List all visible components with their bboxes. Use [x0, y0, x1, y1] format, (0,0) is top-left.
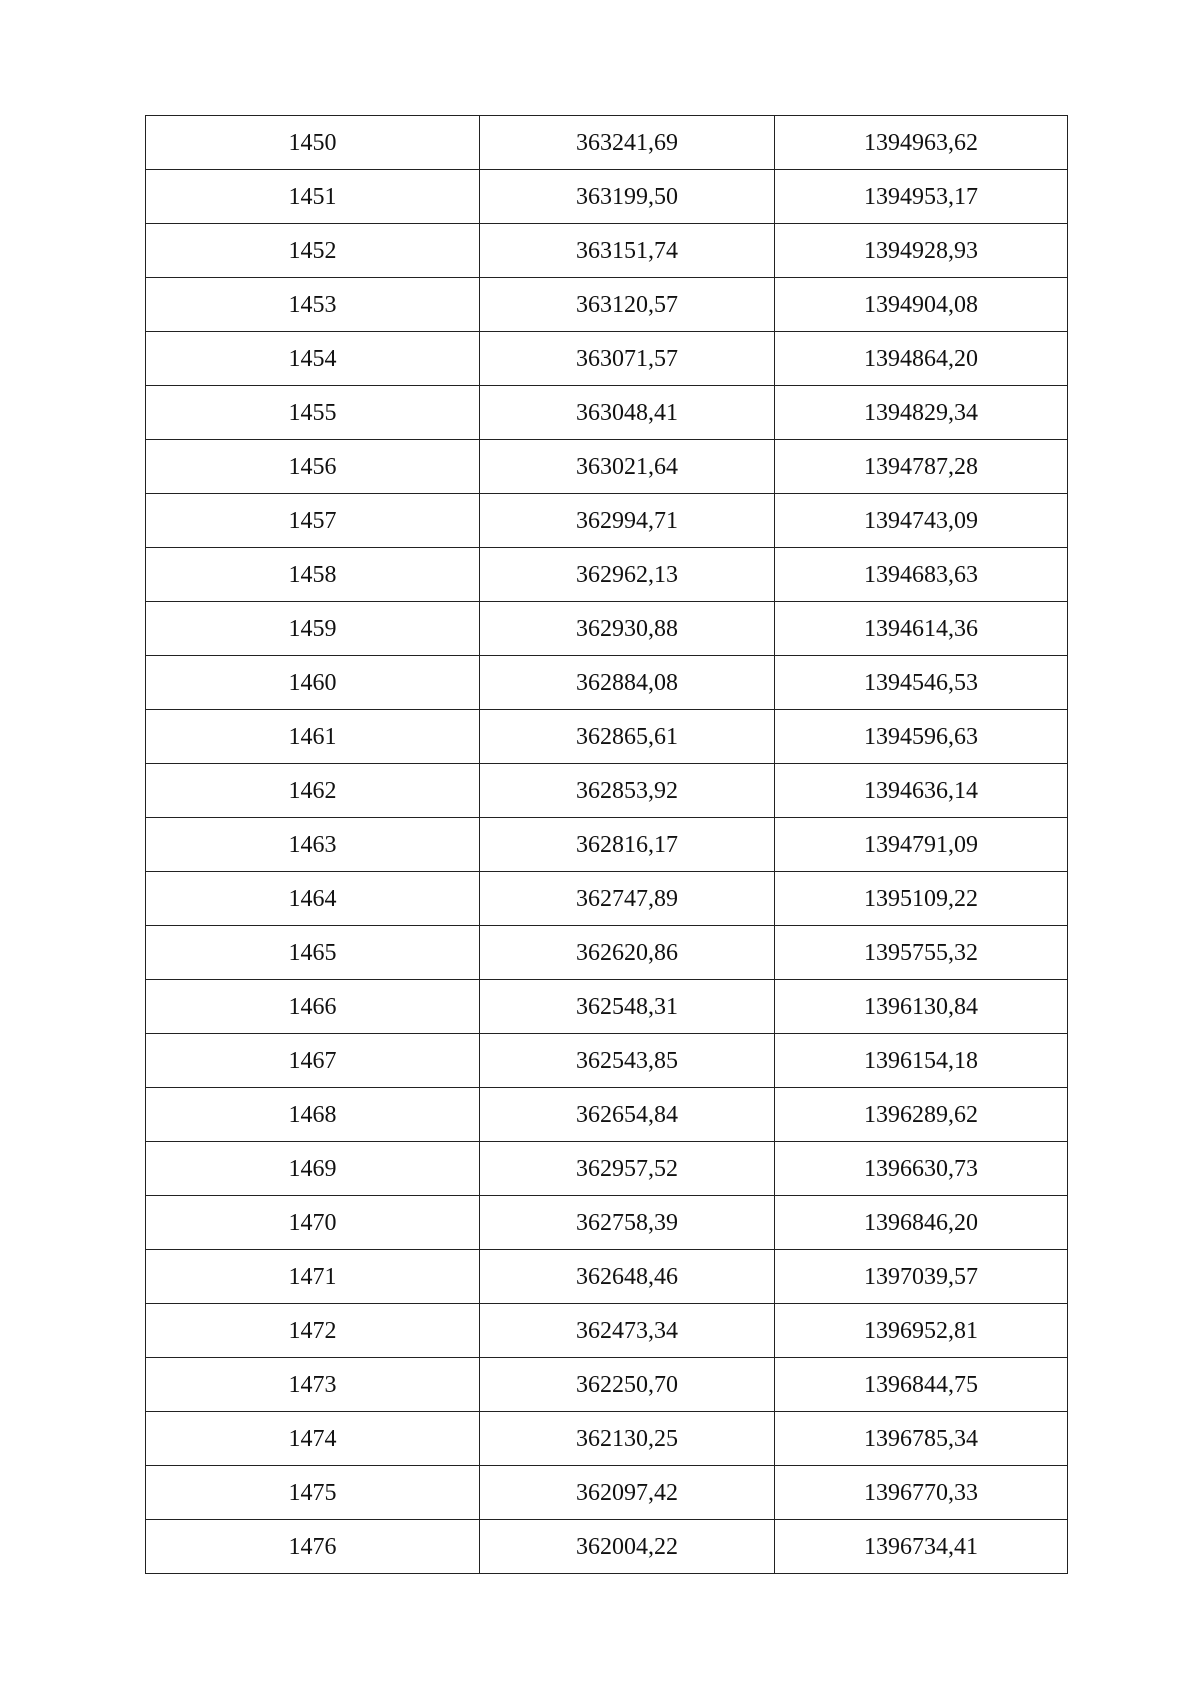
x-coordinate-cell: 362004,22 [480, 1520, 775, 1574]
y-coordinate-cell: 1396952,81 [775, 1304, 1068, 1358]
table-row [146, 1034, 1068, 1088]
y-coordinate-cell: 1396289,62 [775, 1088, 1068, 1142]
x-coordinate-cell: 362884,08 [480, 656, 775, 710]
point-number-cell: 1454 [146, 332, 480, 386]
point-number-cell: 1459 [146, 602, 480, 656]
table-row [146, 1142, 1068, 1196]
point-number-cell: 1464 [146, 872, 480, 926]
x-coordinate-cell: 363048,41 [480, 386, 775, 440]
point-number-cell: 1473 [146, 1358, 480, 1412]
x-coordinate-cell: 362548,31 [480, 980, 775, 1034]
point-number-cell: 1458 [146, 548, 480, 602]
table-row [146, 386, 1068, 440]
table-row [146, 1304, 1068, 1358]
point-number-cell: 1465 [146, 926, 480, 980]
table-row [146, 224, 1068, 278]
x-coordinate-cell: 363071,57 [480, 332, 775, 386]
y-coordinate-cell: 1394963,62 [775, 116, 1068, 170]
point-number-cell: 1468 [146, 1088, 480, 1142]
x-coordinate-cell: 362994,71 [480, 494, 775, 548]
y-coordinate-cell: 1395755,32 [775, 926, 1068, 980]
table-row [146, 440, 1068, 494]
point-number-cell: 1450 [146, 116, 480, 170]
table-row [146, 710, 1068, 764]
coordinates-table [145, 115, 1068, 1574]
table-row [146, 764, 1068, 818]
y-coordinate-cell: 1396734,41 [775, 1520, 1068, 1574]
point-number-cell: 1472 [146, 1304, 480, 1358]
table-row [146, 278, 1068, 332]
table-row [146, 1466, 1068, 1520]
y-coordinate-cell: 1394928,93 [775, 224, 1068, 278]
x-coordinate-cell: 362654,84 [480, 1088, 775, 1142]
x-coordinate-cell: 363241,69 [480, 116, 775, 170]
y-coordinate-cell: 1394787,28 [775, 440, 1068, 494]
x-coordinate-cell: 362865,61 [480, 710, 775, 764]
table-row [146, 1358, 1068, 1412]
y-coordinate-cell: 1394596,63 [775, 710, 1068, 764]
table-row [146, 332, 1068, 386]
table-row [146, 116, 1068, 170]
point-number-cell: 1467 [146, 1034, 480, 1088]
point-number-cell: 1462 [146, 764, 480, 818]
point-number-cell: 1452 [146, 224, 480, 278]
point-number-cell: 1451 [146, 170, 480, 224]
y-coordinate-cell: 1396785,34 [775, 1412, 1068, 1466]
y-coordinate-cell: 1394829,34 [775, 386, 1068, 440]
x-coordinate-cell: 362620,86 [480, 926, 775, 980]
y-coordinate-cell: 1394546,53 [775, 656, 1068, 710]
x-coordinate-cell: 362930,88 [480, 602, 775, 656]
x-coordinate-cell: 363151,74 [480, 224, 775, 278]
point-number-cell: 1455 [146, 386, 480, 440]
table-row [146, 656, 1068, 710]
y-coordinate-cell: 1394864,20 [775, 332, 1068, 386]
x-coordinate-cell: 363199,50 [480, 170, 775, 224]
x-coordinate-cell: 362957,52 [480, 1142, 775, 1196]
x-coordinate-cell: 362758,39 [480, 1196, 775, 1250]
y-coordinate-cell: 1397039,57 [775, 1250, 1068, 1304]
y-coordinate-cell: 1394614,36 [775, 602, 1068, 656]
y-coordinate-cell: 1394904,08 [775, 278, 1068, 332]
y-coordinate-cell: 1396770,33 [775, 1466, 1068, 1520]
coordinates-table-body [146, 116, 1068, 1574]
point-number-cell: 1475 [146, 1466, 480, 1520]
x-coordinate-cell: 363120,57 [480, 278, 775, 332]
point-number-cell: 1456 [146, 440, 480, 494]
point-number-cell: 1453 [146, 278, 480, 332]
table-row [146, 980, 1068, 1034]
table-row [146, 494, 1068, 548]
x-coordinate-cell: 363021,64 [480, 440, 775, 494]
point-number-cell: 1470 [146, 1196, 480, 1250]
table-row [146, 1196, 1068, 1250]
table-row [146, 1520, 1068, 1574]
y-coordinate-cell: 1396154,18 [775, 1034, 1068, 1088]
point-number-cell: 1471 [146, 1250, 480, 1304]
point-number-cell: 1457 [146, 494, 480, 548]
point-number-cell: 1461 [146, 710, 480, 764]
table-row [146, 926, 1068, 980]
table-row [146, 818, 1068, 872]
point-number-cell: 1469 [146, 1142, 480, 1196]
y-coordinate-cell: 1394953,17 [775, 170, 1068, 224]
x-coordinate-cell: 362747,89 [480, 872, 775, 926]
y-coordinate-cell: 1394683,63 [775, 548, 1068, 602]
table-row [146, 602, 1068, 656]
x-coordinate-cell: 362473,34 [480, 1304, 775, 1358]
x-coordinate-cell: 362130,25 [480, 1412, 775, 1466]
table-row [146, 1250, 1068, 1304]
table-row [146, 872, 1068, 926]
y-coordinate-cell: 1396130,84 [775, 980, 1068, 1034]
point-number-cell: 1474 [146, 1412, 480, 1466]
x-coordinate-cell: 362097,42 [480, 1466, 775, 1520]
y-coordinate-cell: 1396630,73 [775, 1142, 1068, 1196]
table-row [146, 1412, 1068, 1466]
point-number-cell: 1463 [146, 818, 480, 872]
y-coordinate-cell: 1396846,20 [775, 1196, 1068, 1250]
x-coordinate-cell: 362250,70 [480, 1358, 775, 1412]
table-row [146, 548, 1068, 602]
y-coordinate-cell: 1396844,75 [775, 1358, 1068, 1412]
x-coordinate-cell: 362648,46 [480, 1250, 775, 1304]
point-number-cell: 1476 [146, 1520, 480, 1574]
table-row [146, 170, 1068, 224]
y-coordinate-cell: 1394791,09 [775, 818, 1068, 872]
y-coordinate-cell: 1395109,22 [775, 872, 1068, 926]
x-coordinate-cell: 362962,13 [480, 548, 775, 602]
x-coordinate-cell: 362853,92 [480, 764, 775, 818]
x-coordinate-cell: 362543,85 [480, 1034, 775, 1088]
point-number-cell: 1466 [146, 980, 480, 1034]
table-row [146, 1088, 1068, 1142]
y-coordinate-cell: 1394743,09 [775, 494, 1068, 548]
y-coordinate-cell: 1394636,14 [775, 764, 1068, 818]
x-coordinate-cell: 362816,17 [480, 818, 775, 872]
point-number-cell: 1460 [146, 656, 480, 710]
